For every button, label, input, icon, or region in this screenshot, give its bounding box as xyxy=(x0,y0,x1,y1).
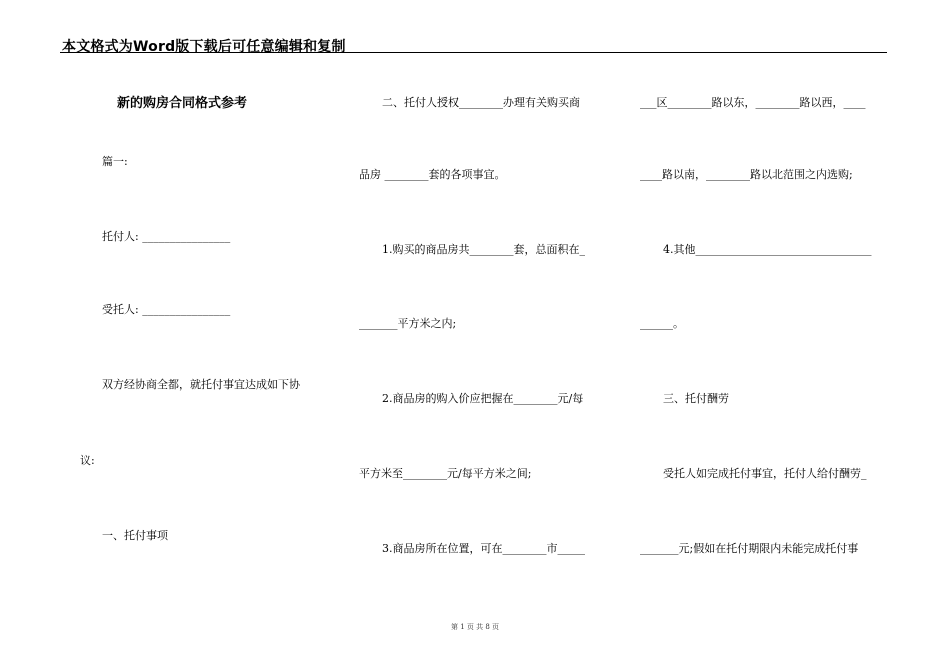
section-heading-1: 一、托付事项 xyxy=(102,529,168,542)
item-4-line2: ______。 xyxy=(640,317,684,330)
document-header-banner: 本文格式为Word版下载后可任意编辑和复制 xyxy=(62,39,346,55)
part-label: 篇一: xyxy=(102,155,128,168)
item-1-line2: _______平方米之内; xyxy=(359,317,457,330)
location-text-line1: ___区________路以东，________路以西，____ xyxy=(640,96,866,109)
item-4-line1: 4.其他________________________________ xyxy=(663,243,872,256)
authorization-text-line2: 品房 ________套的各项事宜。 xyxy=(359,168,506,181)
agent-field-line: 受托人: ________________ xyxy=(102,303,231,316)
location-text-line2: ____路以南，________路以北范围之内选购; xyxy=(640,168,853,181)
agreement-text-line1: 双方经协商全都，就托付事宜达成如下协 xyxy=(102,378,300,391)
page-number-footer: 第 1 页 共 8 页 xyxy=(450,623,500,631)
item-1-line1: 1.购买的商品房共________套，总面积在_ xyxy=(382,243,585,256)
authorization-text-line1: 二、托付人授权________办理有关购买商 xyxy=(382,96,580,109)
item-2-line1: 2.商品房的购入价应把握在________元/每 xyxy=(382,392,584,405)
agreement-text-line2: 议: xyxy=(80,454,95,467)
header-divider xyxy=(60,52,887,53)
item-3-line1: 3.商品房所在位置，可在________市_____ xyxy=(382,542,585,555)
fee-text-line1: 受托人如完成托付事宜，托付人给付酬劳_ xyxy=(663,467,867,480)
section-heading-3: 三、托付酬劳 xyxy=(663,392,729,405)
fee-text-line2: _______元;假如在托付期限内未能完成托付事 xyxy=(640,542,859,555)
item-2-line2: 平方米至________元/每平方米之间; xyxy=(359,467,532,480)
client-field-line: 托付人: ________________ xyxy=(102,230,231,243)
document-title: 新的购房合同格式参考 xyxy=(117,96,248,111)
